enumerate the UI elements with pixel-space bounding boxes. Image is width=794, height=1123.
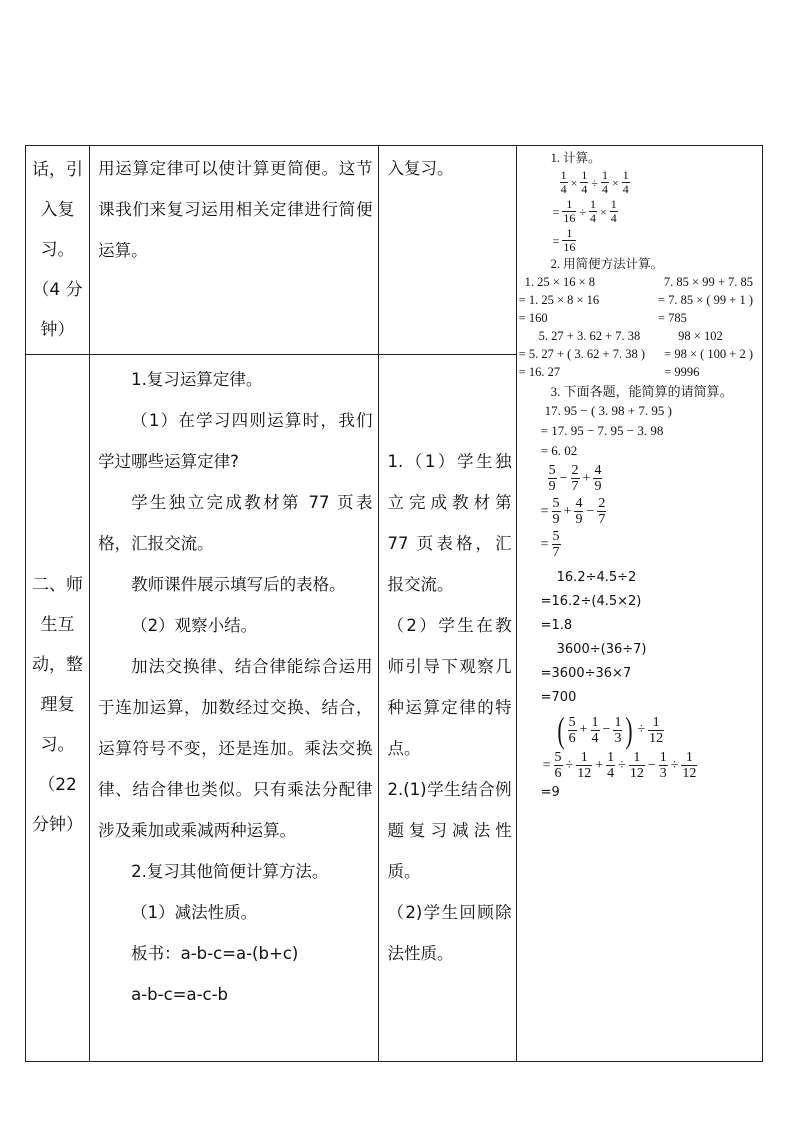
student-text: 入复习。 (387, 159, 454, 178)
math-line: = $\frac{1}{16}$ (552, 226, 576, 254)
lesson-plan-table (25, 145, 763, 1062)
math-line: =1.8 (540, 618, 573, 633)
stage-text: 习。 (40, 735, 75, 755)
paragraph: 1.复习运算定律。 (131, 370, 263, 389)
stage-text: 理复 (40, 695, 75, 715)
paragraph: （2）学生在教师引导下观察几种运算定律的特点。 (387, 616, 512, 758)
math-line: = 98 × ( 100 + 2 ) (664, 347, 753, 361)
math-line: = 7. 85 × ( 99 + 1 ) (657, 293, 753, 307)
paragraph: 1.（1）学生独立完成教材第 77 页表格，汇报交流。 (387, 452, 512, 594)
math-line: ( $\frac{5}{6}$ + $\frac{1}{4}$ − $\frac{1}{3}$ ) ÷ $\frac{1}{12}$ (557, 710, 664, 750)
teacher-text: 用运算定律可以使计算更简便。这节课我们来复习运用相关定律进行简便运算。 (98, 159, 373, 260)
paragraph: （1）在学习四则运算时，我们学过哪些运算定律? (98, 411, 373, 471)
math-line: =700 (540, 690, 577, 705)
math-line: = 785 (657, 311, 687, 325)
math-line: = $\frac{5}{9}$ + $\frac{4}{9}$ − $\frac{2}{7}$ (540, 496, 606, 527)
math-line: 7. 85 × 99 + 7. 85 (663, 275, 753, 289)
stage-text: 二、师 (32, 575, 84, 595)
student-activity-cell (379, 146, 516, 355)
paragraph: 2.(1)学生结合例题复习减法性质。 (387, 780, 512, 881)
math-line: $\frac{1}{4}$ × $\frac{1}{4}$ ÷ $\frac{1}{4}$ × $\frac{1}{4}$ (560, 168, 629, 196)
math-line: = 1. 25 × 8 × 16 (518, 293, 600, 307)
math-line: = 17. 95 − 7. 95 − 3. 98 (540, 423, 664, 438)
paragraph: 2.复习其他简便计算方法。 (131, 862, 329, 881)
math-line: =3600÷36×7 (540, 666, 632, 681)
teacher-activity-cell (90, 146, 379, 355)
math-line: = 5. 27 + ( 3. 62 + 7. 38 ) (518, 347, 645, 361)
paragraph: （2）观察小结。 (131, 616, 258, 635)
stage-text: 话，引 (32, 160, 84, 180)
paragraph: 学生独立完成教材第 77 页表格，汇报交流。 (98, 493, 373, 553)
paragraph: a-b-c=a-c-b (131, 985, 229, 1004)
math-line: = $\frac{1}{16}$ ÷ $\frac{1}{4}$ × $\frac{1}{4}$ (552, 197, 617, 225)
stage-text: 习。 (40, 240, 75, 260)
table-row (26, 146, 763, 355)
stage-cell (26, 355, 90, 1062)
paragraph: （2)学生回顾除法性质。 (387, 903, 512, 963)
stage-text: 分钟） (32, 815, 84, 835)
stage-text: （4 分 (32, 280, 83, 300)
stage-text: （22 (38, 775, 77, 795)
question-title: 2. 用简便方法计算。 (550, 257, 664, 271)
math-line: 1. 25 × 16 × 8 (524, 275, 595, 289)
math-line: = 16. 27 (518, 365, 561, 379)
math-line: 5. 27 + 3. 62 + 7. 38 (538, 329, 641, 343)
math-line: = $\frac{5}{7}$ (540, 529, 560, 560)
paragraph: 板书：a-b-c=a-(b+c) (131, 944, 299, 963)
math-line: = $\frac{5}{6}$ ÷ $\frac{1}{12}$ + $\frac{1}{4}$ ÷ $\frac{1}{12}$ − $\frac{1}{3}$ ÷ $\frac{1}{12}$ (542, 750, 697, 781)
math-line: = 160 (518, 311, 548, 325)
math-line: 17. 95 − ( 3. 98 + 7. 95 ) (544, 403, 672, 418)
teacher-activity-cell (90, 355, 379, 1062)
stage-text: 动，整 (32, 655, 84, 675)
stage-text: 生互 (40, 615, 75, 635)
question-title: 1. 计算。 (550, 151, 601, 165)
math-line: 98 × 102 (678, 329, 723, 343)
paragraph: 教师课件展示填写后的表格。 (131, 575, 346, 594)
math-line: = 6. 02 (540, 443, 578, 458)
stage-text: 钟） (40, 320, 75, 340)
paragraph: （1）减法性质。 (131, 903, 258, 922)
stage-text: 入复 (40, 200, 75, 220)
math-line: = 9996 (664, 365, 700, 379)
math-pair (518, 327, 759, 381)
math-line: $\frac{5}{9}$ − $\frac{2}{7}$ + $\frac{4}{9}$ (548, 463, 602, 494)
question-title: 3. 下面各题，能简算的请简算。 (550, 384, 733, 399)
board-examples-cell (516, 146, 762, 1062)
paragraph: 加法交换律、结合律能综合运用于连加运算，加数经过交换、结合，运算符号不变，还是连加。乘法交换律、结合律也类似。只有乘法分配律涉及乘加或乘减两种运算。 (98, 657, 373, 840)
math-line: 16.2÷4.5÷2 (556, 570, 637, 585)
math-line: =16.2÷(4.5×2) (540, 594, 642, 609)
stage-cell (26, 146, 90, 355)
math-pair (518, 273, 759, 327)
student-activity-cell (379, 355, 516, 1062)
math-line: =9 (540, 785, 560, 800)
math-line: 3600÷(36÷7) (556, 642, 647, 657)
